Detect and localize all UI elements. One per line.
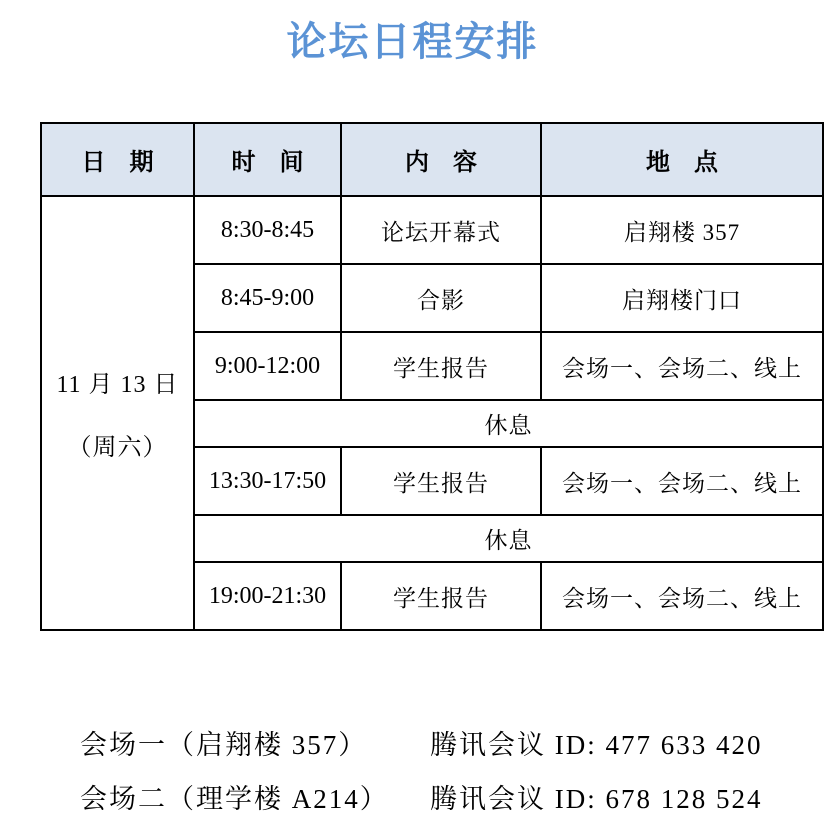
content-cell: 论坛开幕式 xyxy=(341,196,541,264)
venue-label: 会场二（理学楼 A214） xyxy=(80,783,389,814)
content-cell: 学生报告 xyxy=(341,332,541,400)
venue-line xyxy=(80,769,763,823)
location-cell: 会场一、会场二、线上 xyxy=(541,447,823,515)
time-cell: 8:30-8:45 xyxy=(194,196,341,264)
location-cell: 启翔楼门口 xyxy=(541,264,823,332)
date-line1: 11 月 13 日 xyxy=(56,372,179,398)
header-time: 时 间 xyxy=(194,123,341,196)
location-cell: 启翔楼 357 xyxy=(541,196,823,264)
schedule-table xyxy=(40,122,824,631)
header-date: 日 期 xyxy=(41,123,194,196)
page-title: 论坛日程安排 xyxy=(286,19,539,64)
venue-line xyxy=(80,715,763,769)
header-content: 内 容 xyxy=(341,123,541,196)
meeting-id: 腾讯会议 ID: 678 128 524 xyxy=(430,783,763,814)
time-cell: 13:30-17:50 xyxy=(194,447,341,515)
content-cell: 学生报告 xyxy=(341,447,541,515)
content-cell: 合影 xyxy=(341,264,541,332)
break-cell: 休息 xyxy=(194,400,823,447)
date-line2: （周六） xyxy=(67,435,168,461)
time-cell: 9:00-12:00 xyxy=(194,332,341,400)
meeting-id: 腾讯会议 ID: 477 633 420 xyxy=(430,729,763,760)
time-cell: 8:45-9:00 xyxy=(194,264,341,332)
break-cell: 休息 xyxy=(194,515,823,562)
content-cell: 学生报告 xyxy=(341,562,541,630)
venue-info xyxy=(80,715,763,823)
header-location: 地 点 xyxy=(541,123,823,196)
time-cell: 19:00-21:30 xyxy=(194,562,341,630)
venue-label: 会场一（启翔楼 357） xyxy=(80,729,368,760)
table-row xyxy=(41,196,823,264)
date-cell xyxy=(41,196,194,630)
header-row xyxy=(41,123,823,196)
location-cell: 会场一、会场二、线上 xyxy=(541,562,823,630)
location-cell: 会场一、会场二、线上 xyxy=(541,332,823,400)
